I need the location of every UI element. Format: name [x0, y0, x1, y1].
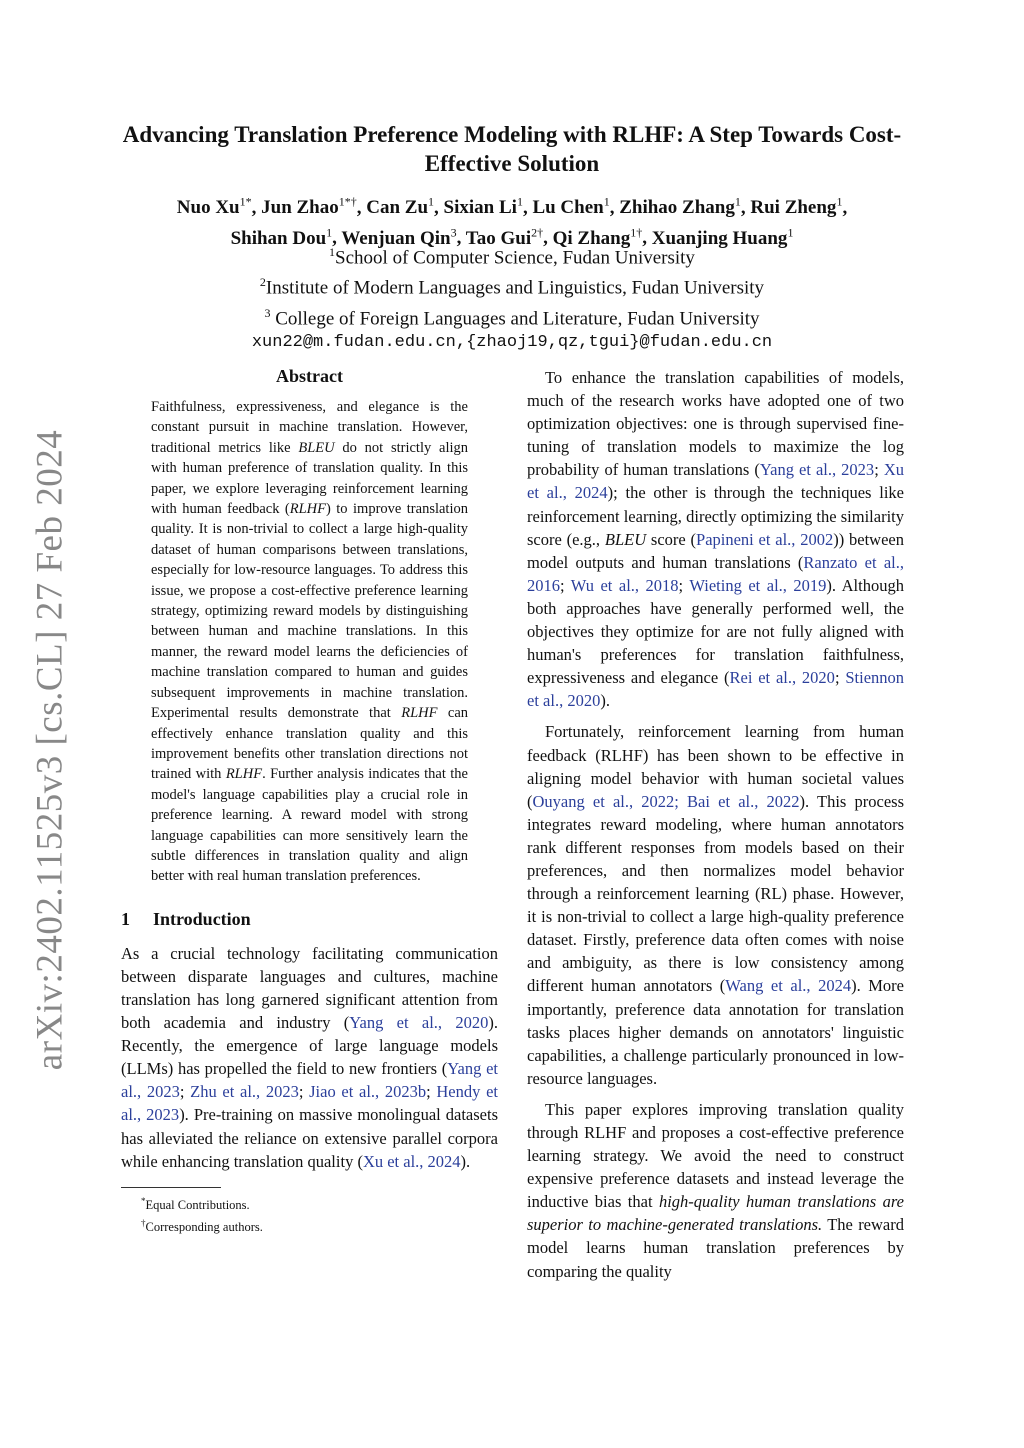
affiliation-line: $^1$School of Computer Science, Fudan University: [329, 245, 695, 269]
section-number: 1: [121, 908, 130, 929]
affiliations: [100, 240, 924, 355]
abstract-text: Faithfulness, expressiveness, and elegance is the constant pursuit in machine translation. However, traditional metrics like BLEU do not strictly align with human preference of translation quality. In this paper, we explore leveraging reinforcement learning with human feedback (RLHF) to improve translation quality. It is non-trivial to collect a large high-quality dataset of human comparisons between translations, especially for low-resource languages. To address this issue, we propose a cost-effective preference learning strategy, optimizing reward models by distinguishing between human and machine translations. In this manner, the reward model learns the deficiencies of machine translation compared to human and guides subsequent improvements in machine translation. Experimental results demonstrate that RLHF can effectively enhance translation quality and this improvement benefits other translation directions not trained with RLHF. Further analysis indicates that the model's language capabilities play a crucial role in preference learning. A reward model with strong language capabilities can more sensitively learn the subtle differences in translation quality and align better with real human translation preferences.: [151, 399, 469, 885]
author-email: xun22@m.fudan.edu.cn,{zhaoj19,qz,tgui}@fudan.edu.cn: [251, 332, 773, 352]
author-name: Rui Zheng$^1$: [750, 195, 843, 219]
author-name: Jun Zhao$^{1*\dagger}$: [261, 195, 357, 219]
author-name: Tao Gui$^{2\dagger}$: [465, 225, 544, 249]
arxiv-identifier: arXiv:2402.11525v3 [cs.CL] 27 Feb 2024: [29, 429, 71, 1071]
author-name: Shihan Dou$^1$: [230, 225, 333, 249]
body-paragraph: This paper explores improving translation quality through RLHF and proposes a cost-effective preference learning strategy. We avoid the need to construct expensive preference datasets and instead leverage the inductive bias that high-quality human translations are superior to machine-generated translations. The reward model learns human translation preferences by comparing the quality: [527, 1099, 904, 1281]
footnote-rule: [121, 1187, 221, 1188]
author-name: Qi Zhang$^{1\dagger}$: [552, 225, 643, 249]
author-name: Xuanjing Huang$^1$: [651, 225, 794, 249]
author-name: Wenjuan Qin$^3$: [341, 225, 457, 249]
author-name: Nuo $Xu^{1*}$: [176, 195, 252, 219]
author-name: Sixian Li$^1$: [443, 195, 523, 219]
right-column: [527, 366, 904, 1283]
body-paragraph: To enhance the translation capabilities of models, much of the research works have adopted one of two optimization objectives: one is through supervised fine-tuning of translation models to maximize the log probability of human translations (Yang et al., 2023; Xu et al., 2024); the other is through the techniques like reinforcement learning, directly optimizing the similarity score (e.g., BLEU score (Papineni et al., 2002)) between model outputs and human translations (Ranzato et al., 2016; Wu et al., 2018; Wieting et al., 2019). Although both approaches have generally performed well, the objectives they optimize for are not fully aligned with human's preferences for translation faithfulness, expressiveness and elegance (Rei et al., 2020; Stiennon et al., 2020).: [527, 368, 905, 711]
author-list: Nuo $Xu^{1*}$, Jun Zhao$^{1*\dagger}$, Can Zu$^1$, Sixian Li$^1$, Lu Chen$^1$, Zhihao Zhang$^1$, Rui Zheng$^1$, Shihan Dou$^1$, Wenjuan Qin$^3$, Tao Gui$^{2\dagger}$, Qi Zhang$^{1\dagger}$, Xuanjing Huang$^1$: [176, 195, 848, 249]
affiliation-line: $^3$ College of Foreign Languages and Literature, Fudan University: [264, 305, 760, 329]
affiliation-list: [100, 240, 924, 331]
author-name: Lu Chen$^1$: [532, 195, 610, 219]
footnote-item: †Corresponding authors.: [141, 1217, 263, 1234]
section-heading-introduction: [121, 909, 498, 930]
intro-paragraph: As a crucial technology facilitating communication between disparate languages and cultures, machine translation has long garnered significant attention from both academia and industry (Yang et al., 2020). Recently, the emergence of large language models (LLMs) has propelled the field to new frontiers (Yang et al., 2023; Zhu et al., 2023; Jiao et al., 2023b; Hendy et al., 2023). Pre-training on massive monolingual datasets has alleviated the reliance on extensive parallel corpora while enhancing translation quality (Xu et al., 2024).: [121, 943, 498, 1171]
author-name: Zhihao Zhang$^1$: [619, 195, 741, 219]
footnotes: [121, 1192, 498, 1236]
footnote-item: *Equal Contributions.: [141, 1195, 250, 1212]
author-name: Can Zu$^1$: [366, 195, 435, 219]
arxiv-sidebar: [20, 420, 80, 1080]
affiliation-line: $^2$Institute of Modern Languages and Linguistics, Fudan University: [259, 275, 765, 299]
abstract-heading: Abstract: [276, 366, 343, 386]
body-paragraph: Fortunately, reinforcement learning from human feedback (RLHF) has been shown to be effective in aligning model behavior with human societal values (Ouyang et al., 2022; Bai et al., 2022). This process integrates reward modeling, where human annotators rank different responses from models based on their preferences, and then normalizes model behavior through a reinforcement learning (RL) phase. However, it is non-trivial to collect a large high-quality preference dataset. Firstly, preference data often comes with noise and ambiguity, as there is low consistency among different human annotators (Wang et al., 2024). More importantly, preference data annotation for translation tasks places higher demands on annotators' linguistic capabilities, a challenge particularly pronounced in low-resource languages.: [527, 722, 905, 1088]
section-title: Introduction: [153, 908, 251, 929]
paper-title: Advancing Translation Preference Modeling with RLHF: A Step Towards Cost-Effective Solution: [122, 122, 902, 176]
left-column: [121, 366, 498, 1236]
